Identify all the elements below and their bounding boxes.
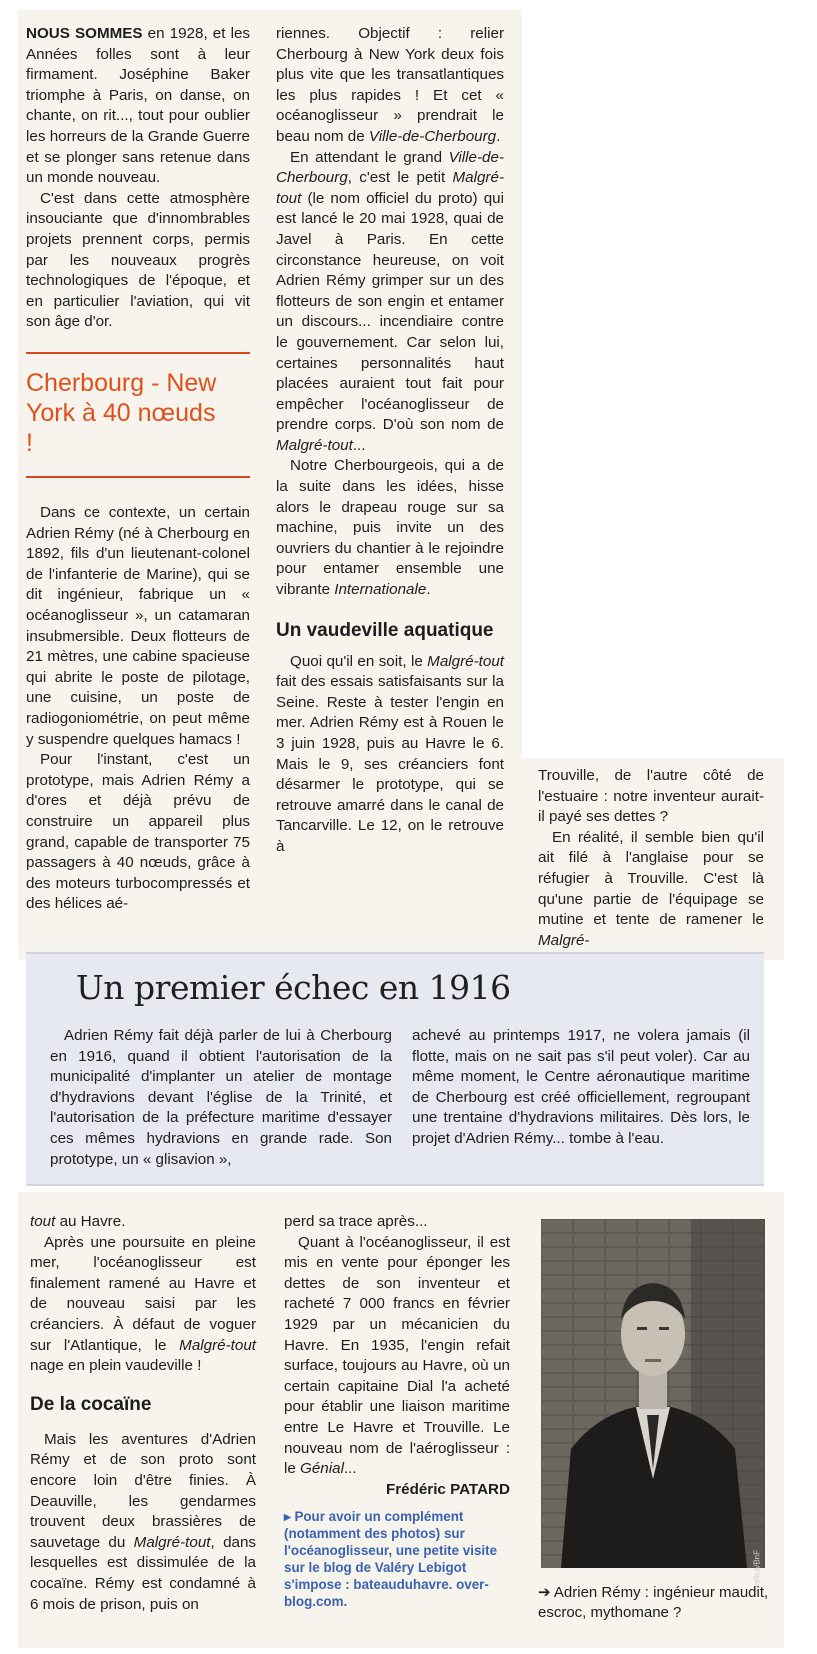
text-run: , c'est le petit (347, 169, 453, 187)
paragraph: Trouville, de l'autre côté de l'estuaire : notre inventeur aurait-il payé ses dettes ? (538, 767, 764, 826)
text-run: Après une poursuite en pleine mer, l'océanoglisseur est finalement ramené au Havre et de nouveau saisi par les créanciers. À défaut de voguer sur l'Atlantique, le (30, 1233, 256, 1354)
text-run: Malgré-tout (179, 1336, 256, 1354)
author-signature: Frédéric PATARD (385, 1480, 510, 1498)
column-1 (26, 24, 250, 333)
photo-caption: ➔ Adrien Rémy : ingénieur maudit, escroc, mythomane ? (538, 1584, 769, 1621)
paragraph: Adrien Rémy fait déjà parler de lui à Cherbourg en 1916, quand il obtient l'autorisation de la municipalité d'implanter un atelier de montage d'hydravions devant l'église de la Trinité, et l'autorisation de la préfecture maritime d'essayer ces mêmes hydravions en grande rade. Son prototype, un « glisavion », (50, 1027, 392, 1168)
column-2 (276, 24, 504, 858)
text-run: Ville-de-Cherbourg (276, 148, 504, 187)
text-run: ... (343, 1460, 357, 1478)
text-run: Malgré-tout (276, 436, 353, 454)
text-run: Malgré-tout (133, 1533, 211, 1551)
text-run: En réalité, il semble bien qu'il ait filé à l'anglaise pour se réfugier à Trouville. C'est là qu'une partie de l'équipage se mutine et tente de ramener le (538, 828, 764, 929)
bottom-column-1 (30, 1212, 256, 1615)
paragraph: achevé au printemps 1917, ne volera jamais (il flotte, mais on ne sait pas s'il peut voler). Car au même moment, le Centre aéronautique maritime de Cherbourg est créé officiellement, regroupant une trentaine d'hydravions militaires. Dès lors, le projet d'Adrien Rémy... tombe à l'eau. (412, 1027, 750, 1147)
portrait-photo (541, 1219, 765, 1592)
bottom-column-2 (284, 1212, 510, 1610)
column-3 (538, 766, 764, 951)
column-1-continued (26, 503, 250, 915)
text-run: au Havre. (55, 1213, 126, 1230)
text-run: Internationale (334, 581, 427, 599)
portrait-illustration (541, 1219, 765, 1568)
text-run: Quoi qu'il en soit, le (290, 652, 428, 670)
text-run: . (496, 127, 501, 145)
text-run: ... (352, 436, 366, 454)
text-run: . (426, 581, 431, 599)
paragraph: Pour l'instant, c'est un prototype, mais Adrien Rémy a d'ores et déjà prévu de construire un appareil plus grand, capable de transporter 75 passagers à 40 nœuds, grâce à des moteurs turbocompressés et des hélices aé- (26, 751, 250, 913)
text-run: , dans lesquelles est dissimulée de la cocaïne. Rémy est condamné à 6 mois de prison, puis on (30, 1533, 256, 1613)
text-run: Mais les aventures d'Adrien Rémy et de son proto sont encore loin d'être finies. À Deauville, les gendarmes trouvent deux brassières de sauvetage du (30, 1430, 256, 1551)
box-title: Un premier échec en 1916 (76, 968, 511, 1007)
text-run: Notre Cherbourgeois, qui a de la suite dans les idées, hisse alors le drapeau rouge sur sa machine, puis invite un des ouvriers du chantier à le rejoindre pour entamer ensemble une vibrante (276, 457, 504, 599)
paragraph: en 1928, et les Années folles sont à leur firmament. Joséphine Baker triomphe à Paris, on danse, on chante, on rit..., tout pour oublier les horreurs de la Grande Guerre et se plonger sans retenue dans un monde nouveau. (26, 25, 250, 187)
text-run: tout (30, 1213, 56, 1230)
heading-rule-bottom (26, 476, 250, 478)
subheading-vaudeville: Un vaudeville aquatique (276, 619, 494, 641)
text-run: Quant à l'océanoglisseur, il est mis en vente pour éponger les dettes de son inventeur et racheté 7 000 francs en février 1929 par un mécanicien du Havre. En 1935, l'engin refait surface, toujours au Havre, où un certain capitaine Dial l'a acheté pour établir une liaison maritime entre Le Havre et Trouville. Le nouveau nom de l'aéroglisseur : le (284, 1233, 510, 1478)
text-run: Malgré-tout (427, 652, 504, 670)
text-run: Malgré- (538, 931, 590, 949)
heading-rule-top (26, 352, 250, 354)
subheading-cocaine: De la cocaïne (30, 1393, 152, 1415)
paragraph: perd sa trace après... (284, 1213, 428, 1230)
text-run: Génial (300, 1460, 344, 1478)
lead-in: NOUS SOMMES (26, 25, 143, 42)
text-run: riennes. Objectif : relier Cherbourg à New York deux fois plus vite que les transatlantiques les plus rapides ! Et cet « océanoglisseur » prendrait le beau nom de (276, 25, 504, 145)
paragraph: C'est dans cette atmosphère insouciante que d'innombrables projets prennent corps, permis par les nouveaux progrès technologiques de l'époque, et en particulier l'aviation, qui vit son âge d'or. (26, 189, 250, 331)
box-column-right (412, 1026, 750, 1150)
text-run: (le nom officiel du proto) qui est lancé le 20 mai 1928, quai de Javel à Paris. En cette circonstance heureuse, on voit Adrien Rémy grimper sur un des flotteurs de son engin et entamer un discours... incendiaire contre le gouvernement. Car selon lui, certaines personnalités haut placées auraient tout fait pour empêcher l'océanoglisseur de prendre corps. D'où son nom de (276, 189, 504, 434)
text-run: fait des essais satisfaisants sur la Seine. Reste à tester l'engin en mer. Adrien Rémy est à Rouen le 3 juin 1928, puis au Havre le 6. Mais le 9, ses créanciers font désarmer le prototype, qui se retrouve amarré dans le canal de Tancarville. Le 12, on le retrouve à (276, 673, 504, 855)
photo-credit: Gallica/BnF (752, 1550, 761, 1592)
section-heading: Cherbourg - New York à 40 nœuds ! (26, 369, 217, 457)
text-run: En attendant le grand (290, 148, 449, 166)
paragraph: Dans ce contexte, un certain Adrien Rémy (né à Cherbourg en 1892, fils d'un lieutenant-colonel de l'infanterie de Marine), qui se dit ingénieur, fabrique un « océanoglisseur », un catamaran insubmersible. Deux flotteurs de 21 mètres, une cabine spacieuse qui abrite le poste de pilotage, une cuisine, un poste de radiogoniométrie, on peut même y suspendre quelques hamacs ! (26, 504, 250, 748)
box-column-left (50, 1026, 392, 1170)
blog-note: ▸ Pour avoir un complément (notamment des photos) sur l'océanoglisseur, une petite visite sur le blog de Valéry Lebigot s'impose : bateauduhavre. over-blog.com. (284, 1509, 498, 1610)
text-run: Ville-de-Cherbourg (368, 127, 497, 145)
inset-box (26, 952, 764, 1186)
text-run: nage en plein vaudeville ! (30, 1357, 202, 1375)
text-run: Malgré-tout (276, 169, 504, 207)
